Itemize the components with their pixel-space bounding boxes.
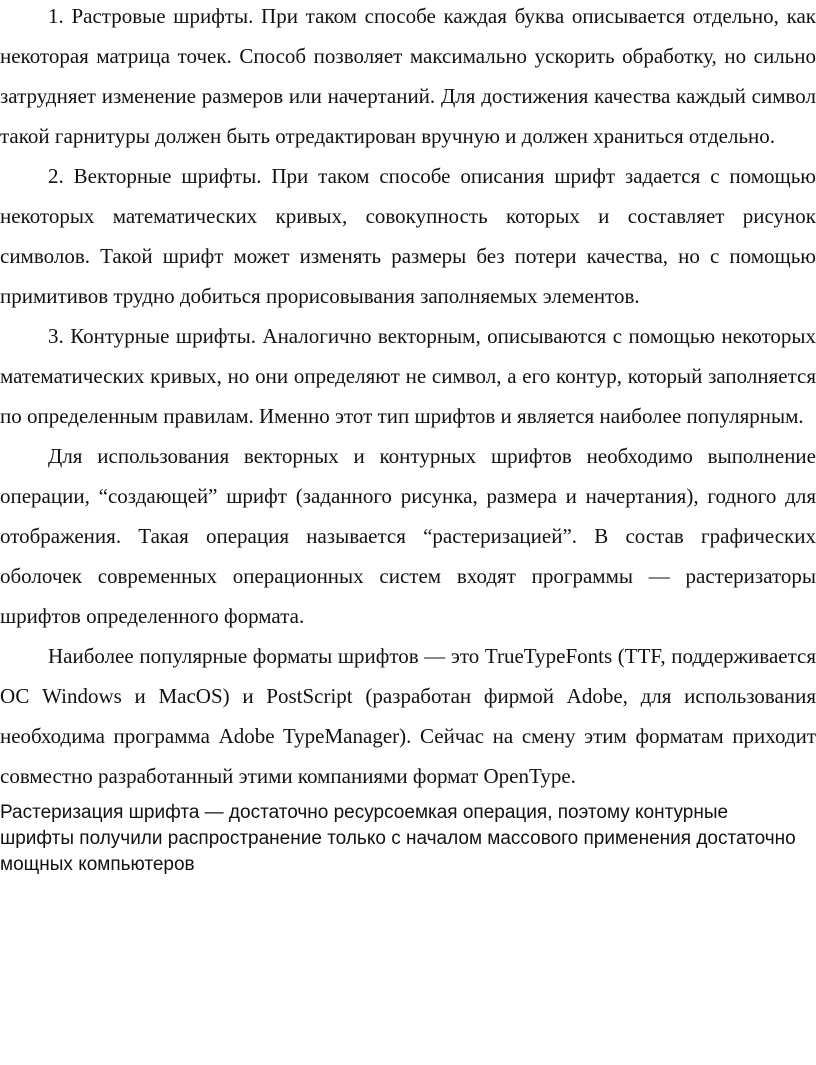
paragraph-raster-fonts: 1. Растровые шрифты. При таком способе каждая буква описывается отдельно, как некоторая матрица точек. Способ позволяет максимально ускорить обработку, но сильно затрудняет изменение размеров или начертаний. Для достижения качества каждый символ такой гарнитуры должен быть отредактирован вручную и должен храниться отдельно. bbox=[0, 4, 816, 148]
paragraph-rasterization: Для использования векторных и контурных шрифтов необходимо выполнение операции, “создающей” шрифт (заданного рисунка, размера и начертания), годного для отображения. Такая операция называется “растеризацией”. В состав графических оболочек современных операционных систем входят программы — растеризаторы шрифтов определенного формата. bbox=[0, 444, 816, 628]
paragraph-vector-fonts: 2. Векторные шрифты. При таком способе описания шрифт задается с помощью некоторых математических кривых, совокупность которых и составляет рисунок символов. Такой шрифт может изменять размеры без потери качества, но с помощью примитивов трудно добиться прорисовывания заполняемых элементов. bbox=[0, 164, 816, 308]
paragraph-font-formats: Наиболее популярные форматы шрифтов — это TrueTypeFonts (TTF, поддерживается ОС Windows и MacOS) и PostScript (разработан фирмой Adobe, для использования необходима программа Adobe TypeManager). Сейчас на смену этим форматам приходит совместно разработанный этими компаниями формат OpenType. bbox=[0, 644, 816, 788]
paragraph-outline-fonts: 3. Контурные шрифты. Аналогично векторным, описываются с помощью некоторых математических кривых, но они определяют не символ, а его контур, который заполняется по определенным правилам. Именно этот тип шрифтов и является наиболее популярным. bbox=[0, 324, 816, 428]
rasterization-note: Растеризация шрифта — достаточно ресурсоемкая операция, поэтому контурные шрифты получили распространение только с началом массового применения достаточно мощных компьютеров bbox=[0, 802, 796, 875]
